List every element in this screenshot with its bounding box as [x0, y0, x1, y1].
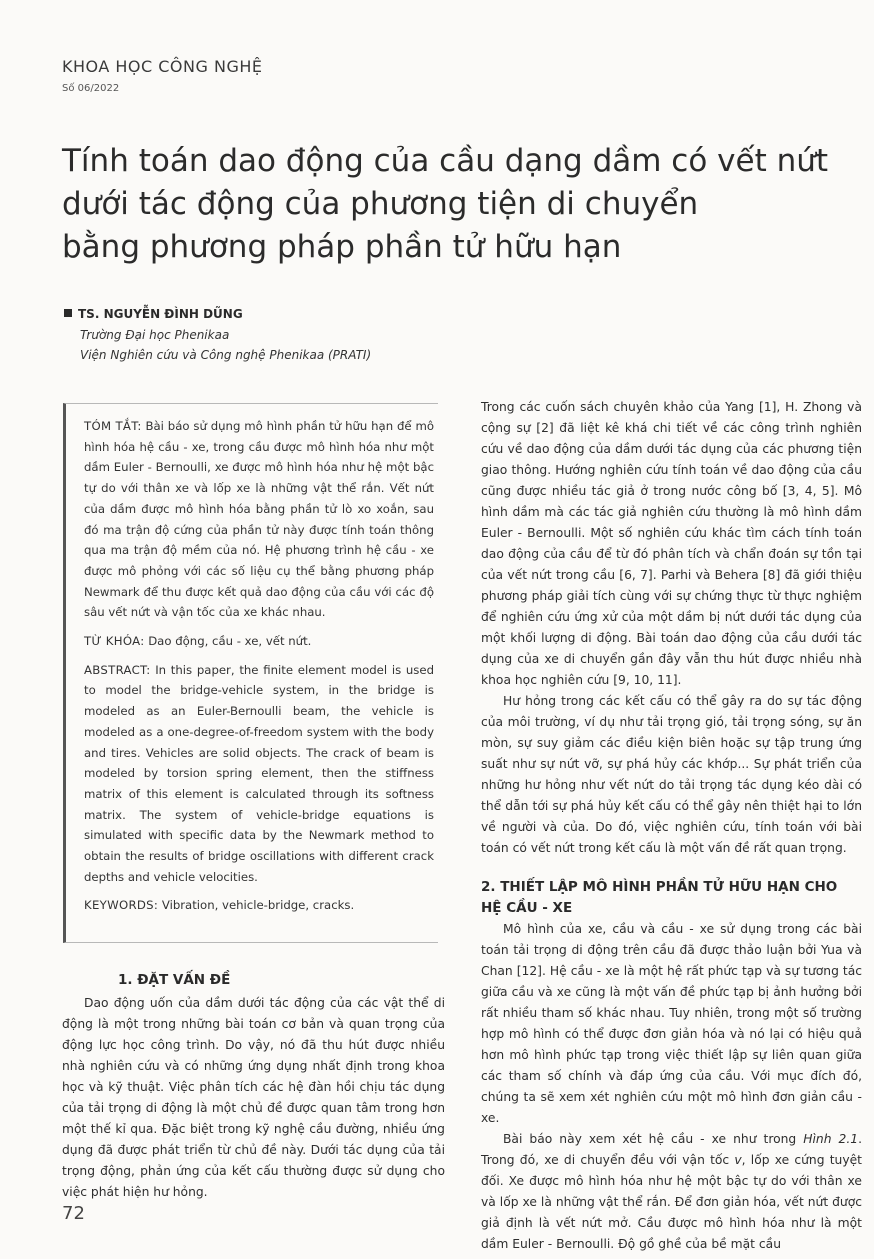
author-name	[64, 307, 243, 321]
section-heading: 2. THIẾT LẬP MÔ HÌNH PHẦN TỬ HỮU HẠN CHO HỆ CẦU - XE	[481, 879, 838, 916]
page-number: 72	[62, 1203, 85, 1224]
keywords-text: Vibration, vehicle-bridge, cracks.	[161, 898, 355, 913]
abstract-box	[63, 403, 438, 943]
para-text: , lốp xe cứng tuyệt đối. Xe được mô hình hóa như hệ một bậc tự do với thân xe và lốp xe là những vật thể rắn. Để đơn giản hóa, vết nứt được giả định là vết nứt mở. Cầu được mô hình hóa như là một dầm Euler - Bernoulli. Độ gồ ghề của bề mặt cầu	[481, 1153, 863, 1251]
section-label: KHOA HỌC CÔNG NGHỆ	[62, 57, 263, 76]
abstract-text: In this paper, the finite element model is used to model the bridge-vehicle system, in the bridge is modeled as an Euler-Bernoulli beam, the vehicle is modeled as a one-degree-of-freedom system with the body and tires. Vehicles are solid objects. The crack of beam is modeled by torsion spring element, then the stiffness matrix of this element is calculated through its softness matrix. The system of vehicle-bridge equations is simulated with specific data by the Newmark method to obtain the results of bridge oscillations with different crack depths and vehicle velocities.	[84, 662, 434, 884]
author-name-text: TS. NGUYỄN ĐÌNH DŨNG	[78, 307, 243, 321]
paragraph	[481, 1129, 862, 1255]
velocity-symbol: v	[734, 1153, 742, 1167]
title-line: dưới tác động của phương tiện di chuyển	[62, 186, 699, 222]
affiliation: Viện Nghiên cứu và Công nghệ Phenikaa (PRATI)	[80, 348, 372, 362]
title-line: bằng phương pháp phần tử hữu hạn	[62, 229, 622, 265]
keywords-en	[84, 895, 434, 916]
tomtat-text: Bài báo sử dụng mô hình phần tử hữu hạn để mô hình hóa hệ cầu - xe, trong cầu được mô hình hóa như một dầm Euler - Bernoulli, xe được mô hình hóa như hệ một bậc tự do với thân xe và lốp xe là những vật thể rắn. Vết nứt của dầm được mô hình hóa bằng phần tử lò xo xoắn, sau đó ma trận độ cứng của phần tử này được tính toán thông qua ma trận độ mềm của nó. Hệ phương trình hệ cầu - xe được mô phỏng với các số liệu cụ thể bằng phương pháp Newmark để thu được kết quả dao động của cầu với các độ sâu vết nứt và vận tốc của xe khác nhau.	[84, 419, 434, 620]
affiliation: Trường Đại học Phenikaa	[80, 328, 230, 342]
abstract-vi	[84, 416, 434, 623]
issue-number: Số 06/2022	[62, 83, 120, 94]
abstract-label: ABSTRACT:	[84, 662, 151, 677]
abstract-en	[84, 660, 434, 888]
paragraph: Mô hình của xe, cầu và cầu - xe sử dụng trong các bài toán tải trọng di động trên cầu đã được thảo luận bởi Yua và Chan [12]. Hệ cầu - xe là một hệ rất phức tạp và sự tương tác giữa cầu và xe cũng là một vấn đề phức tạp bị ảnh hưởng bởi rất nhiều tham số khác nhau. Tuy nhiên, trong một số trường hợp mô hình có thể được đơn giản hóa và nó lại có hiệu quả hơn mô hình phức tạp trong việc thiết lập sự liên quan giữa các tham số chính và đáp ứng của cầu. Với mục đích đó, chúng ta sẽ xem xét nghiên cứu một mô hình đơn giản cầu - xe.	[481, 922, 862, 1125]
tukhoa-text: Dao động, cầu - xe, vết nứt.	[148, 634, 312, 649]
left-column	[62, 970, 445, 1203]
para-text: . Trong đó, xe di chuyển đều với vận tốc	[481, 1132, 862, 1167]
paragraph: Hư hỏng trong các kết cấu có thể gây ra do sự tác động của môi trường, ví dụ như tải trọng gió, tải trọng sóng, sự ăn mòn, sự suy giảm các điều kiện biên hoặc sự tập trung ứng suất như sự nứt vỡ, sự phá hủy các khớp... Sự phát triển của những hư hỏng như vết nứt do tải trọng tác dụng kéo dài có thể dẫn tới sự phá hủy kết cấu có thể gây nên thiệt hại to lớn về người và của. Do đó, việc nghiên cứu, tính toán với bài toán có vết nứt trong kết cấu là một vấn đề rất quan trọng.	[481, 694, 862, 855]
para-text: Bài báo này xem xét hệ cầu - xe như trong	[503, 1132, 804, 1146]
tukhoa-label: TỪ KHÓA:	[84, 634, 145, 649]
article-title	[62, 140, 829, 269]
keywords-label: KEYWORDS:	[84, 898, 159, 913]
title-line: Tính toán dao động của cầu dạng dầm có vết nứt	[62, 143, 829, 179]
paragraph: Dao động uốn của dầm dưới tác động của các vật thể di động là một trong những bài toán cơ bản và quan trọng của động lực học công trình. Do vậy, nó đã thu hút được nhiều nhà nghiên cứu và có những ứng dụng nhất định trong khoa học và kỹ thuật. Việc phân tích các hệ đàn hồi chịu tác dụng của tải trọng di động là một chủ đề được quan tâm trong hơn một thế kỉ qua. Đặc biệt trong kỹ nghệ cầu đường, nhiều ứng dụng đã được phát triển từ chủ đề này. Dưới tác dụng của tải trọng động, phản ứng của kết cấu thường được sử dụng cho việc phát hiện hư hỏng.	[62, 996, 445, 1199]
right-column	[481, 397, 862, 1255]
paragraph: Trong các cuốn sách chuyên khảo của Yang [1], H. Zhong và cộng sự [2] đã liệt kê khá chi tiết về các công trình nghiên cứu về dao động của dầm dưới tác dụng của các phương tiện giao thông. Hướng nghiên cứu tính toán về dao động của cầu cũng được nhiều tác giả ở trong nước công bố [3, 4, 5]. Mô hình dầm mà các tác giả nghiên cứu thường là mô hình dầm Euler - Bernoulli. Một số nghiên cứu khác tìm cách tính toán dao động của cầu để từ đó phân tích và chẩn đoán sự tồn tại của vết nứt trong cầu [6, 7]. Parhi và Behera [8] đã giới thiệu phương pháp giải tích cùng với sự chứng thực từ thực nghiệm để nghiên cứu ứng xử của một dầm bị nứt dưới tác dụng của một khối lượng di động. Bài toán dao động của cầu dưới tác dụng của xe di chuyển gần đây vẫn thu hút được nhiều nhà khoa học nghiên cứu [9, 10, 11].	[481, 400, 862, 687]
bullet-square-icon	[64, 309, 72, 317]
tomtat-label: TÓM TẮT:	[84, 419, 142, 433]
section-heading: 1. ĐẶT VẤN ĐỀ	[118, 972, 231, 988]
figure-ref: Hình 2.1	[803, 1132, 859, 1146]
keywords-vi	[84, 631, 434, 652]
